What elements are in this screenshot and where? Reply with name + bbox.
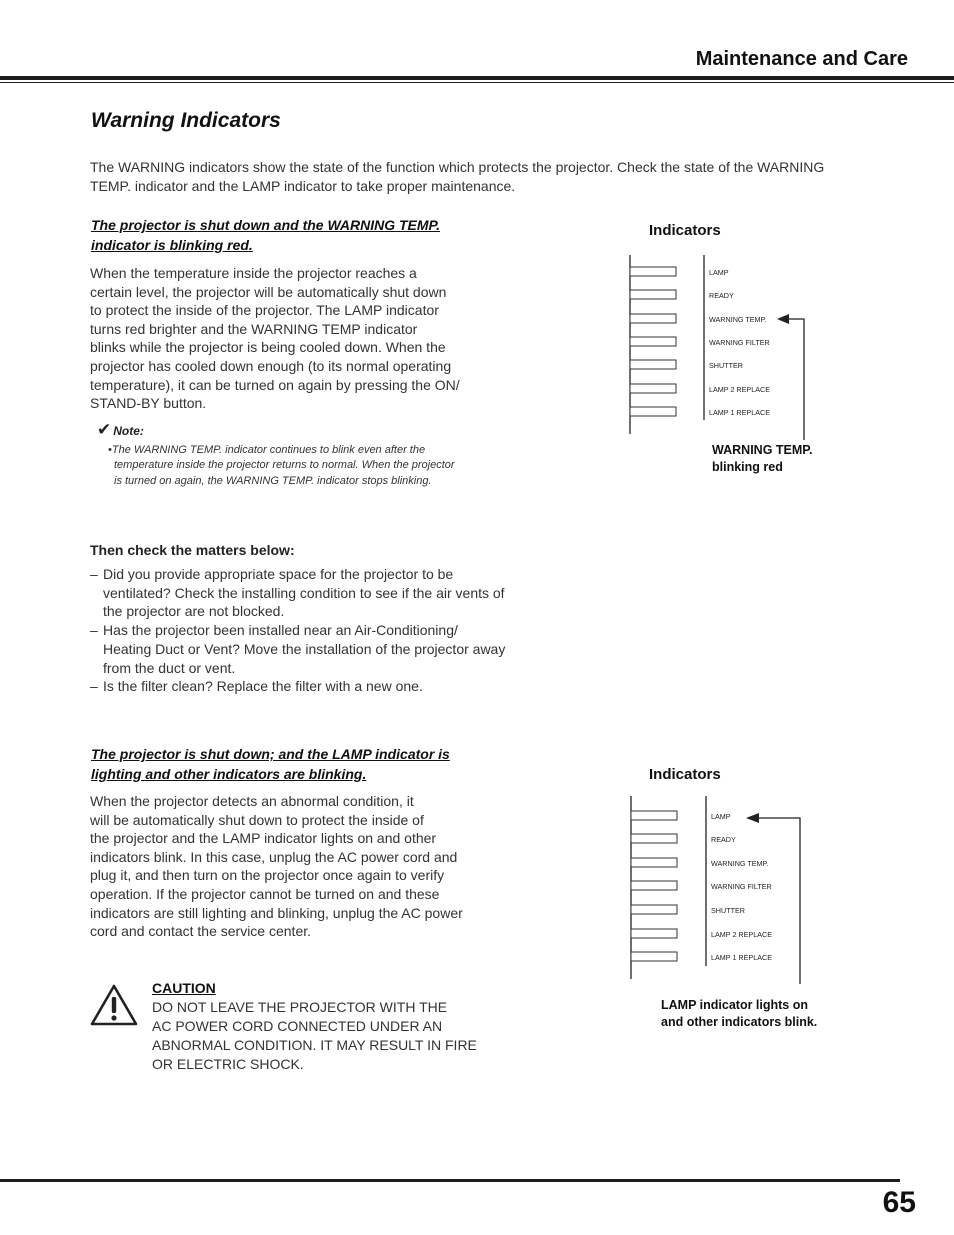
case1-body-line: projector has cooled down enough (to its normal operating — [90, 357, 452, 374]
indicator-label-lamp: LAMP — [711, 812, 731, 821]
note-heading — [97, 420, 144, 440]
case2-body-line: operation. If the projector cannot be turned on and these — [90, 885, 440, 902]
case2-body-line: plug it, and then turn on the projector once again to verify — [90, 867, 445, 884]
indicator-label-lamp2-replace: LAMP 2 REPLACE — [711, 930, 772, 939]
diagram2-title: Indicators — [649, 766, 721, 783]
indicator-label-shutter: SHUTTER — [709, 361, 743, 370]
page-number: 65 — [882, 1186, 916, 1219]
check-heading: Then check the matters below: — [90, 542, 295, 558]
caption-line: and other indicators blink. — [661, 1015, 818, 1029]
indicator-panel-diagram-2 — [620, 792, 820, 984]
note-label: Note: — [113, 424, 144, 438]
case1-heading-line: The projector is shut down and the WARNING TEMP. — [91, 217, 440, 233]
indicator-panel-diagram-1 — [620, 250, 820, 440]
indicator-slots — [630, 267, 676, 416]
header-rule — [0, 76, 954, 80]
indicator-label-lamp1-replace: LAMP 1 REPLACE — [709, 408, 770, 417]
indicator-label-lamp1-replace: LAMP 1 REPLACE — [711, 953, 772, 962]
case1-body-line: When the temperature inside the projector reaches a — [90, 265, 417, 281]
callout-line — [782, 319, 804, 440]
case1-body-line: STAND-BY button. — [90, 395, 207, 412]
arrow-icon — [777, 314, 789, 324]
indicator-label-ready: READY — [711, 835, 736, 844]
list-item: – Did you provide appropriate space for the projector to be ventilated? Check the installing condition to see if the air vents of the projector are not blocked. — [90, 565, 510, 621]
diagram2-caption — [661, 997, 817, 1031]
case2-body-line: the projector and the LAMP indicator lights on and other — [90, 830, 437, 847]
list-item: – Has the projector been installed near an Air-Conditioning/ Heating Duct or Vent? Move the installation of the projector away from the duct or vent. — [90, 621, 510, 677]
indicator-label-shutter: SHUTTER — [711, 906, 745, 915]
case1-body-line: certain level, the projector will be automatically shut down — [90, 283, 447, 300]
indicator-label-warning-temp: WARNING TEMP. — [711, 859, 769, 868]
case2-body-line: indicators blink. In this case, unplug the AC power cord and — [90, 848, 458, 865]
caption-line: WARNING TEMP. — [712, 443, 813, 457]
caption-line: blinking red — [712, 460, 783, 474]
note-line: temperature inside the projector returns to normal. When the projector — [114, 459, 455, 472]
caution-line: ABNORMAL CONDITION. IT MAY RESULT IN FIRE — [152, 1037, 477, 1053]
header-title: Maintenance and Care — [695, 48, 908, 70]
case2-body-line: When the projector detects an abnormal condition, it — [90, 793, 414, 809]
case1-body-line: to protect the inside of the projector. The LAMP indicator — [90, 302, 439, 319]
indicator-label-lamp2-replace: LAMP 2 REPLACE — [709, 385, 770, 394]
indicator-label-ready: READY — [709, 291, 734, 300]
case1-heading — [91, 215, 440, 255]
indicator-label-warning-temp: WARNING TEMP. — [709, 315, 767, 324]
case2-heading-line: The projector is shut down; and the LAMP indicator is — [91, 746, 450, 762]
caution-line: AC POWER CORD CONNECTED UNDER AN — [152, 1018, 443, 1034]
case2-body-line: indicators are still lighting and blinking, unplug the AC power — [90, 904, 463, 921]
case2-body-line: cord and contact the service center. — [90, 923, 312, 940]
caution-heading: CAUTION — [152, 980, 216, 996]
indicator-slots — [631, 811, 677, 961]
check-list — [90, 565, 510, 696]
note-line: •The WARNING TEMP. indicator continues to blink even after the — [108, 444, 426, 456]
case2-heading — [91, 744, 450, 784]
caution-text — [152, 998, 522, 1074]
indicator-label-warning-filter: WARNING FILTER — [711, 882, 772, 891]
note-line: is turned on again, the WARNING TEMP. indicator stops blinking. — [114, 474, 432, 487]
caution-line: OR ELECTRIC SHOCK. — [152, 1056, 304, 1072]
diagram1-title: Indicators — [649, 222, 721, 239]
case1-body-line: temperature), it can be turned on again by pressing the ON/ — [90, 376, 460, 393]
case2-body — [90, 792, 520, 941]
warning-triangle-icon — [89, 983, 139, 1027]
arrow-icon — [746, 813, 759, 823]
caution-line: DO NOT LEAVE THE PROJECTOR WITH THE — [152, 999, 448, 1015]
checkmark-icon: ✔ — [97, 420, 112, 439]
case1-body-line: turns red brighter and the WARNING TEMP indicator — [90, 320, 418, 337]
case1-heading-line: indicator is blinking red. — [91, 237, 253, 253]
case2-heading-line: lighting and other indicators are blinking. — [91, 766, 367, 782]
indicator-label-warning-filter: WARNING FILTER — [709, 338, 770, 347]
section-title: Warning Indicators — [91, 109, 281, 132]
case1-body — [90, 264, 520, 413]
indicator-label-lamp: LAMP — [709, 268, 729, 277]
case1-body-line: blinks while the projector is being cooled down. When the — [90, 339, 446, 356]
case2-body-line: will be automatically shut down to protect the inside of — [90, 811, 424, 828]
diagram1-caption — [712, 442, 812, 476]
intro-paragraph: The WARNING indicators show the state of the function which protects the projector. Check the state of the WARNING TEMP. indicator and the LAMP indicator to take proper maintenance. — [90, 159, 825, 194]
footer-rule — [0, 1179, 900, 1182]
caption-line: LAMP indicator lights on — [661, 998, 808, 1012]
header-rule-thin — [0, 82, 954, 83]
note-text — [108, 443, 508, 489]
list-item: – Is the filter clean? Replace the filter with a new one. — [90, 677, 510, 696]
